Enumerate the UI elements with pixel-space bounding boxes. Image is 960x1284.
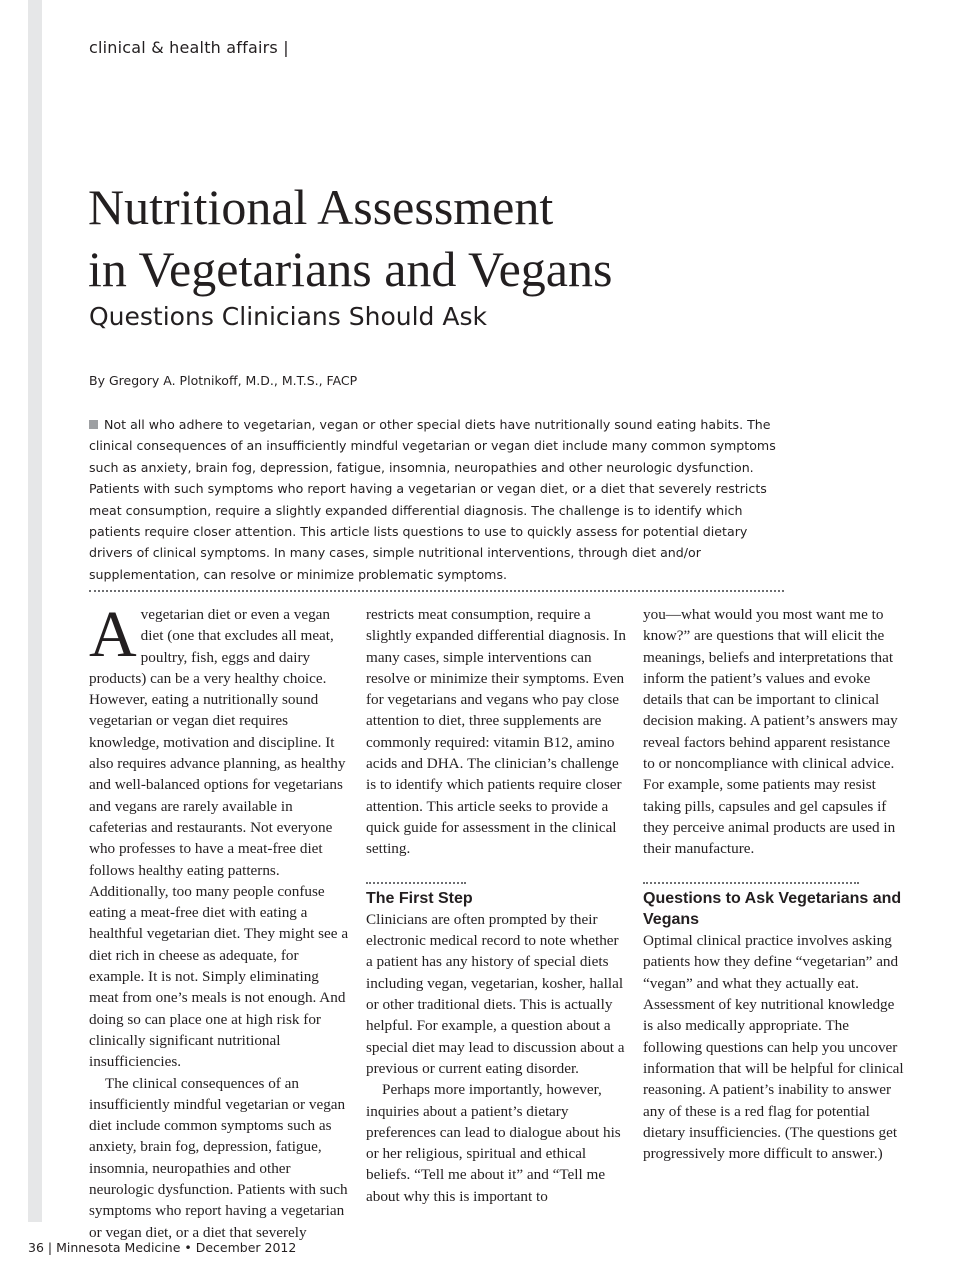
abstract [89,414,789,585]
paragraph: Clinicians are often prompted by their electronic medical record to note whether a patient has any history of special diets including vegan, vegetarian, kosher, hallal or other traditional diets. This is actually helpful. For example, a question about a special diet may lead to discussion about a previous or current eating disorder. [366,910,625,1077]
page-footer: 36 | Minnesota Medicine • December 2012 [28,1240,297,1255]
margin-bar [28,0,42,1222]
subhead-divider [366,882,466,884]
abstract-text: Not all who adhere to vegetarian, vegan or other special diets have nutritionally sound eating habits. The clinical consequences of an insufficiently mindful vegetarian or vegan diet include many common symptoms such as anxiety, brain fog, depression, fatigue, insomnia, neuropathies and other neurologic dysfunction. Patients with such symptoms who report having a vegetarian or vegan diet, or a diet that severely restricts meat consumption, require a slightly expanded differential diagnosis. The challenge is to identify which patients require closer attention. This article lists questions to use to quickly assess for potential dietary drivers of clinical symptoms. In many cases, simple nutritional interventions, through diet and/or supplementation, can resolve or minimize problematic symptoms. [89,417,776,582]
dropcap: A [89,598,137,671]
article-subtitle: Questions Clinicians Should Ask [89,302,487,331]
dotted-divider [89,590,784,592]
column-2 [366,604,628,1207]
paragraph: Perhaps more importantly, however, inquiries about a patient’s dietary preferences can lead to dialogue about his or her religious, spiritual and ethical beliefs. “Tell me about it” and “Tell me about why this is important to [366,1081,621,1205]
column-3 [643,604,905,1164]
paragraph: you—what would you most want me to know?” are questions that will elicit the meanings, beliefs and interpretations that inform the patient’s values and evoke details that can be important to clinical decision making. A patient’s answers may reveal factors behind apparent resistance to or noncompliance with clinical advice. For example, some patients may resist taking pills, capsules and gel capsules if they perceive animal products are used in their manufacture. [643,606,898,858]
paragraph: restricts meat consumption, require a slightly expanded differential diagnosis. In many cases, simple interventions can resolve or minimize their symptoms. Even for vegetarians and vegans who pay close attention to diet, three supplements are commonly required: vitamin B12, amino acids and DHA. The clinician’s challenge is to identify which patients require closer attention. This article seeks to provide a quick guide for assessment in the clinical setting. [366,606,626,858]
paragraph: The clinical consequences of an insufficiently mindful vegetarian or vegan diet include common symptoms such as anxiety, brain fog, depression, fatigue, insomnia, neuropathies and other neurologic dysfunction. Patients with such symptoms who report having a vegetarian or vegan diet, or a diet that severely [89,1074,348,1241]
article-title [88,176,848,300]
paragraph: Optimal clinical practice involves asking patients how they define “vegetarian” and “vegan” and what they actually eat. Assessment of key nutritional knowledge is also medically appropriate. The following questions can help you uncover information that will be helpful for clinical reasoning. A patient’s inability to answer any of these is a red flag for potential dietary insufficiencies. (The questions get progressively more difficult to answer.) [643,932,904,1163]
subhead-first-step: The First Step [366,889,473,907]
column-1 [89,598,351,1243]
title-line-1: Nutritional Assessment [88,179,554,235]
square-bullet-icon [89,420,98,429]
paragraph [89,598,351,1073]
subhead-questions: Questions to Ask Vegetarians and Vegans [643,889,902,928]
title-line-2: in Vegetarians and Vegans [88,241,613,297]
paragraph-text: vegetarian diet or even a vegan diet (one that excludes all meat, poultry, fish, eggs and dairy products) can be a very healthy choice. However, eating a nutritionally sound vegetarian or vegan diet requires knowledge, motivation and discipline. It also requires advance planning, as healthy and well-balanced options for vegetarians and vegans are rarely available in cafeterias and restaurants. Not everyone who professes to have a meat-free diet follows healthy eating patterns. Additionally, too many people confuse eating a meat-free diet with eating a healthful vegetarian diet. They might see a diet rich in cheese as adequate, for example. It is not. Simply eliminating meat from one’s meals is not enough. And doing so can place one at high risk for clinically significant nutritional insufficiencies. [89,606,349,1071]
subhead-divider [643,882,859,884]
byline: By Gregory A. Plotnikoff, M.D., M.T.S., FACP [89,373,358,388]
section-label: clinical & health affairs | [89,38,289,57]
